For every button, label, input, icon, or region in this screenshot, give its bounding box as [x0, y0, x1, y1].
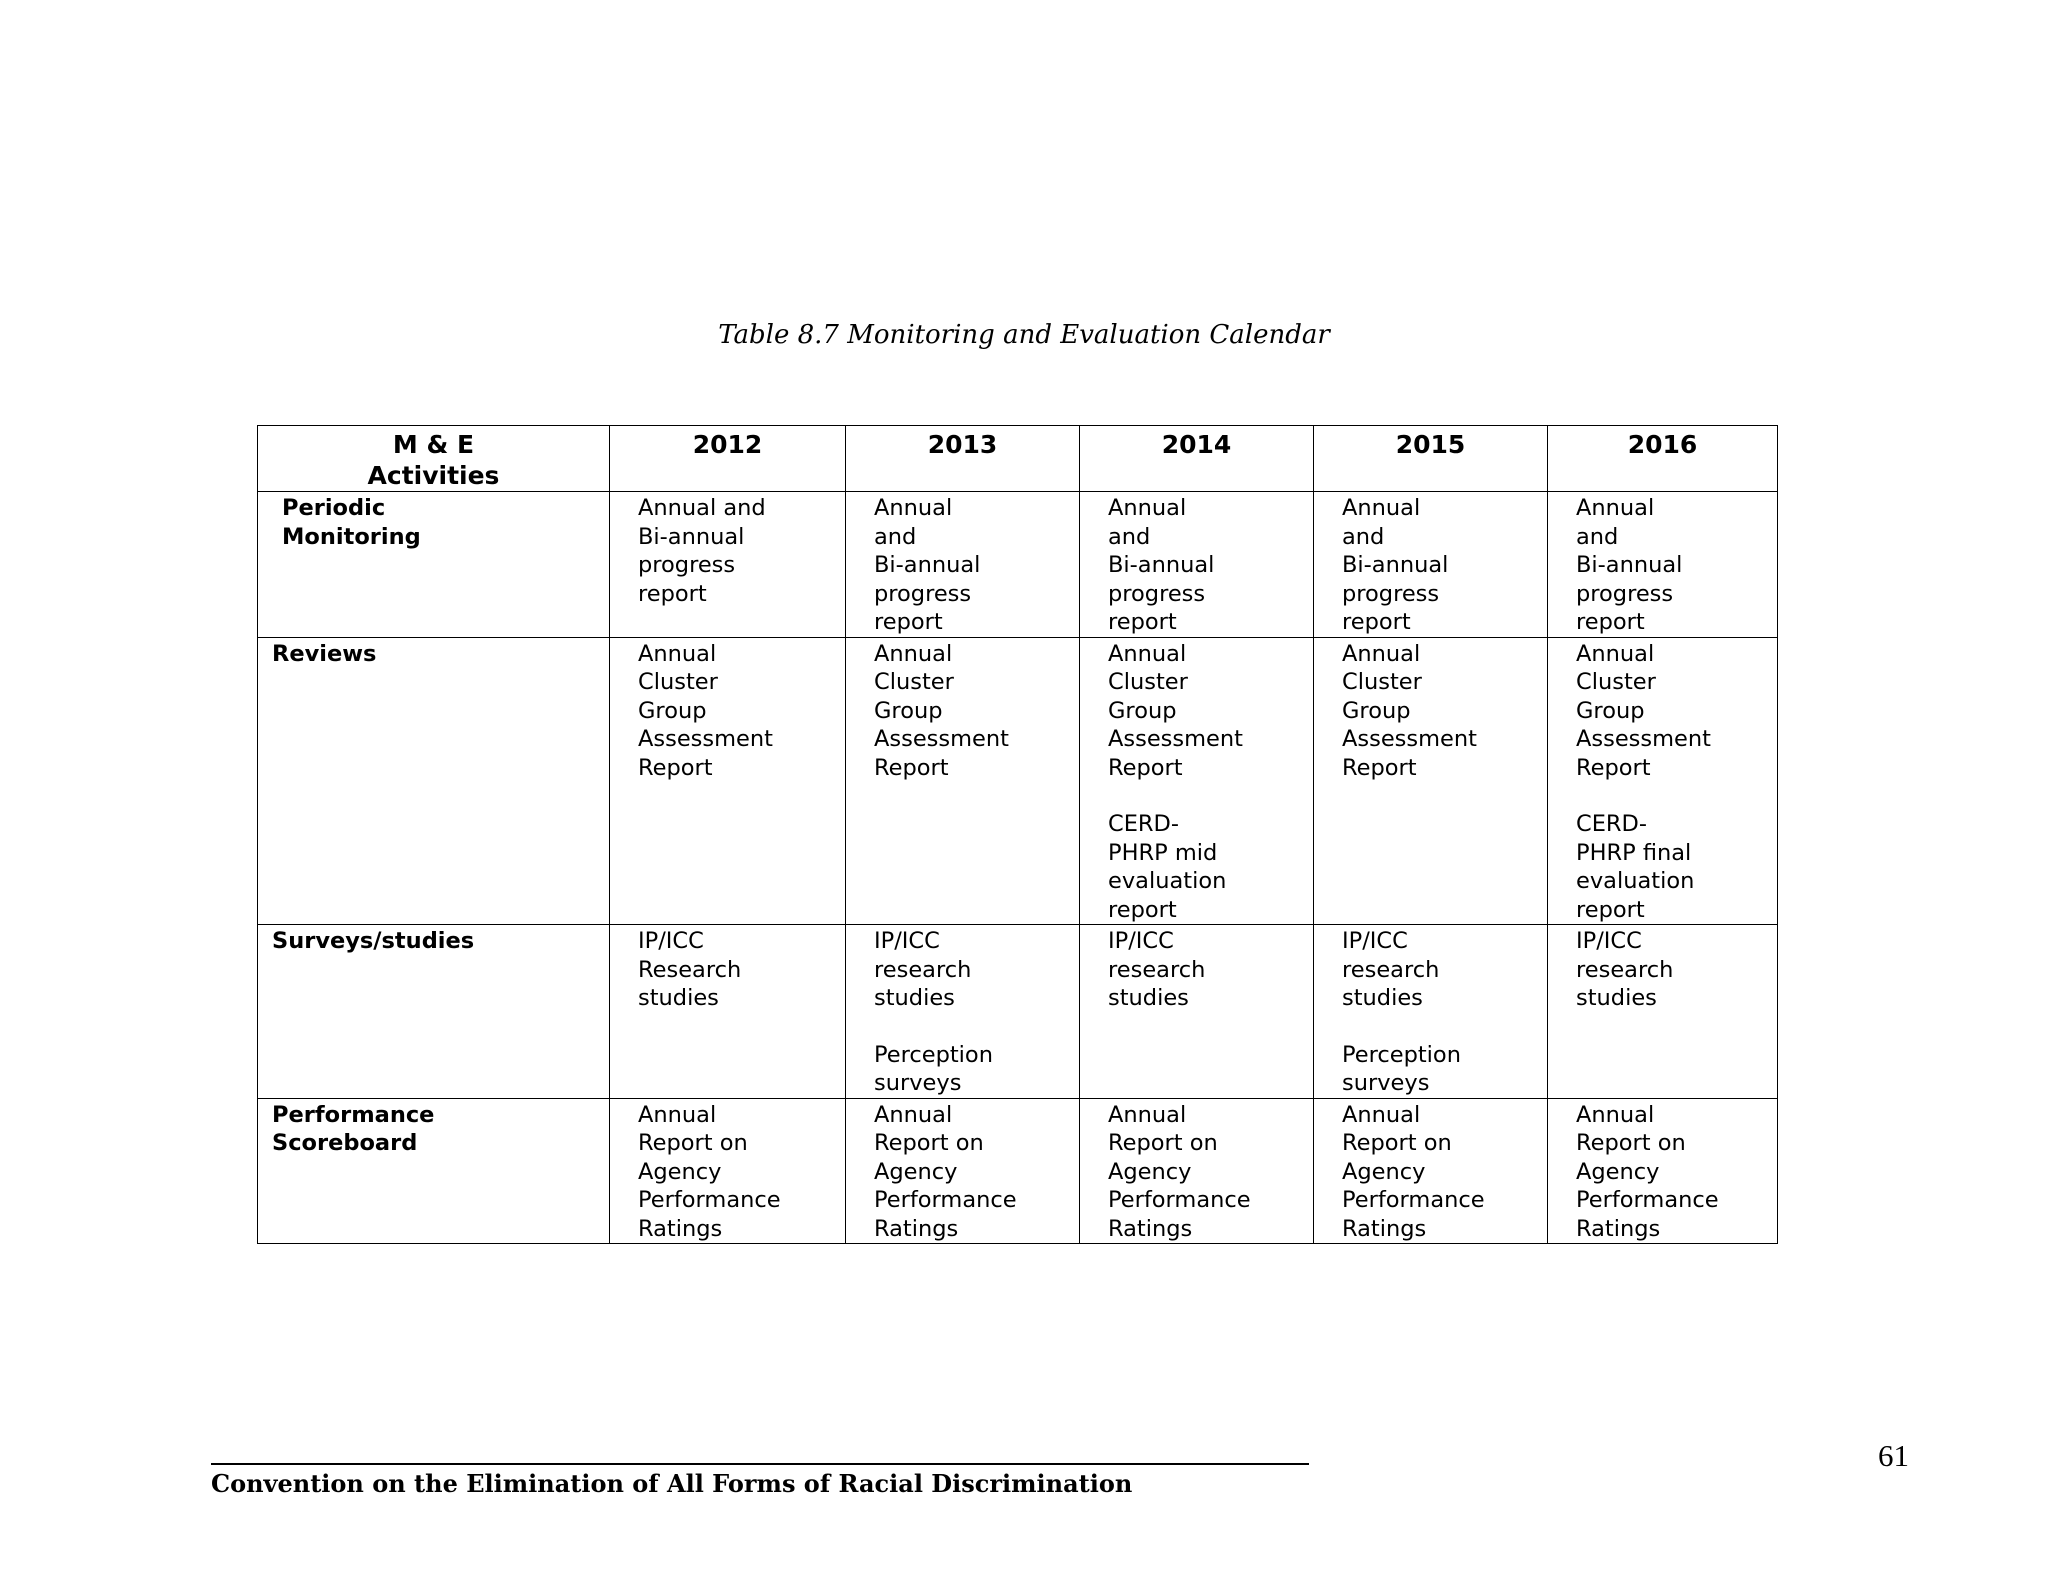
cell-text: Annual and Bi-annual progress report [1576, 495, 1683, 635]
header-year: 2012 [610, 426, 846, 492]
calendar-cell [846, 1098, 1080, 1244]
cell-text: CERD- PHRP mid evaluation report [1108, 811, 1227, 923]
header-year: 2016 [1548, 426, 1778, 492]
calendar-cell [1548, 925, 1778, 1099]
calendar-cell [1080, 492, 1314, 638]
calendar-cell [846, 637, 1080, 925]
cell-text: Annual Cluster Group Assessment Report [638, 640, 773, 781]
calendar-cell [610, 637, 846, 925]
me-calendar-table [257, 425, 1778, 1244]
calendar-cell [1314, 1098, 1548, 1244]
header-year: 2013 [846, 426, 1080, 492]
calendar-cell [846, 925, 1080, 1099]
cell-text: Annual and Bi-annual progress report [1108, 495, 1215, 635]
cell-text: Perception surveys [1342, 1041, 1461, 1096]
footer-title: Convention on the Elimination of All Forms of Racial Discrimination [211, 1469, 1133, 1498]
cell-text: IP/ICC research studies [874, 928, 972, 1011]
calendar-cell [846, 492, 1080, 638]
cell-text: Annual Report on Agency Performance Ratings [1108, 1101, 1251, 1242]
activity-label: Periodic Monitoring [282, 495, 421, 550]
cell-text: Annual Cluster Group Assessment Report [1108, 640, 1243, 781]
footer-divider [211, 1463, 1309, 1465]
calendar-cell [1548, 637, 1778, 925]
cell-text: Annual Cluster Group Assessment Report [874, 640, 1009, 781]
header-year: 2014 [1080, 426, 1314, 492]
cell-text: IP/ICC research studies [1576, 928, 1674, 1011]
table-row [258, 492, 1778, 638]
activity-cell [258, 492, 610, 638]
calendar-cell [1548, 1098, 1778, 1244]
header-activities [258, 426, 610, 492]
calendar-cell [1548, 492, 1778, 638]
calendar-cell [1080, 1098, 1314, 1244]
calendar-cell [610, 925, 846, 1099]
activity-label: Performance Scoreboard [272, 1101, 435, 1156]
cell-text: IP/ICC research studies [1108, 928, 1206, 1011]
cell-text: Annual Report on Agency Performance Ratings [1576, 1101, 1719, 1242]
cell-text: Annual and Bi-annual progress report [1342, 495, 1449, 635]
cell-text: Annual and Bi-annual progress report [638, 495, 766, 607]
cell-text: CERD- PHRP final evaluation report [1576, 811, 1695, 923]
activity-label: Reviews [272, 640, 377, 667]
calendar-cell [1314, 492, 1548, 638]
cell-text: IP/ICC research studies [1342, 928, 1440, 1011]
calendar-cell [1314, 925, 1548, 1099]
activity-cell [258, 925, 610, 1099]
calendar-cell [1314, 637, 1548, 925]
header-activities-label: M & E Activities [367, 430, 500, 490]
cell-text: Annual Cluster Group Assessment Report [1342, 640, 1477, 781]
activity-label: Surveys/studies [272, 928, 475, 954]
cell-text: Annual Cluster Group Assessment Report [1576, 640, 1711, 781]
table-caption: Table 8.7 Monitoring and Evaluation Calendar [718, 320, 1330, 350]
cell-text: Annual Report on Agency Performance Ratings [874, 1101, 1017, 1242]
cell-text: IP/ICC Research studies [638, 928, 742, 1011]
cell-text: Perception surveys [874, 1041, 993, 1096]
calendar-cell [610, 492, 846, 638]
calendar-cell [610, 1098, 846, 1244]
page-number: 61 [1878, 1438, 1909, 1473]
header-year: 2015 [1314, 426, 1548, 492]
table-row [258, 637, 1778, 925]
cell-text: Annual Report on Agency Performance Ratings [638, 1101, 781, 1242]
calendar-cell [1080, 637, 1314, 925]
cell-text: Annual Report on Agency Performance Ratings [1342, 1101, 1485, 1242]
cell-text: Annual and Bi-annual progress report [874, 495, 981, 635]
calendar-cell [1080, 925, 1314, 1099]
activity-cell [258, 1098, 610, 1244]
table-header-row [258, 426, 1778, 492]
table-row [258, 1098, 1778, 1244]
table-row [258, 925, 1778, 1099]
activity-cell [258, 637, 610, 925]
